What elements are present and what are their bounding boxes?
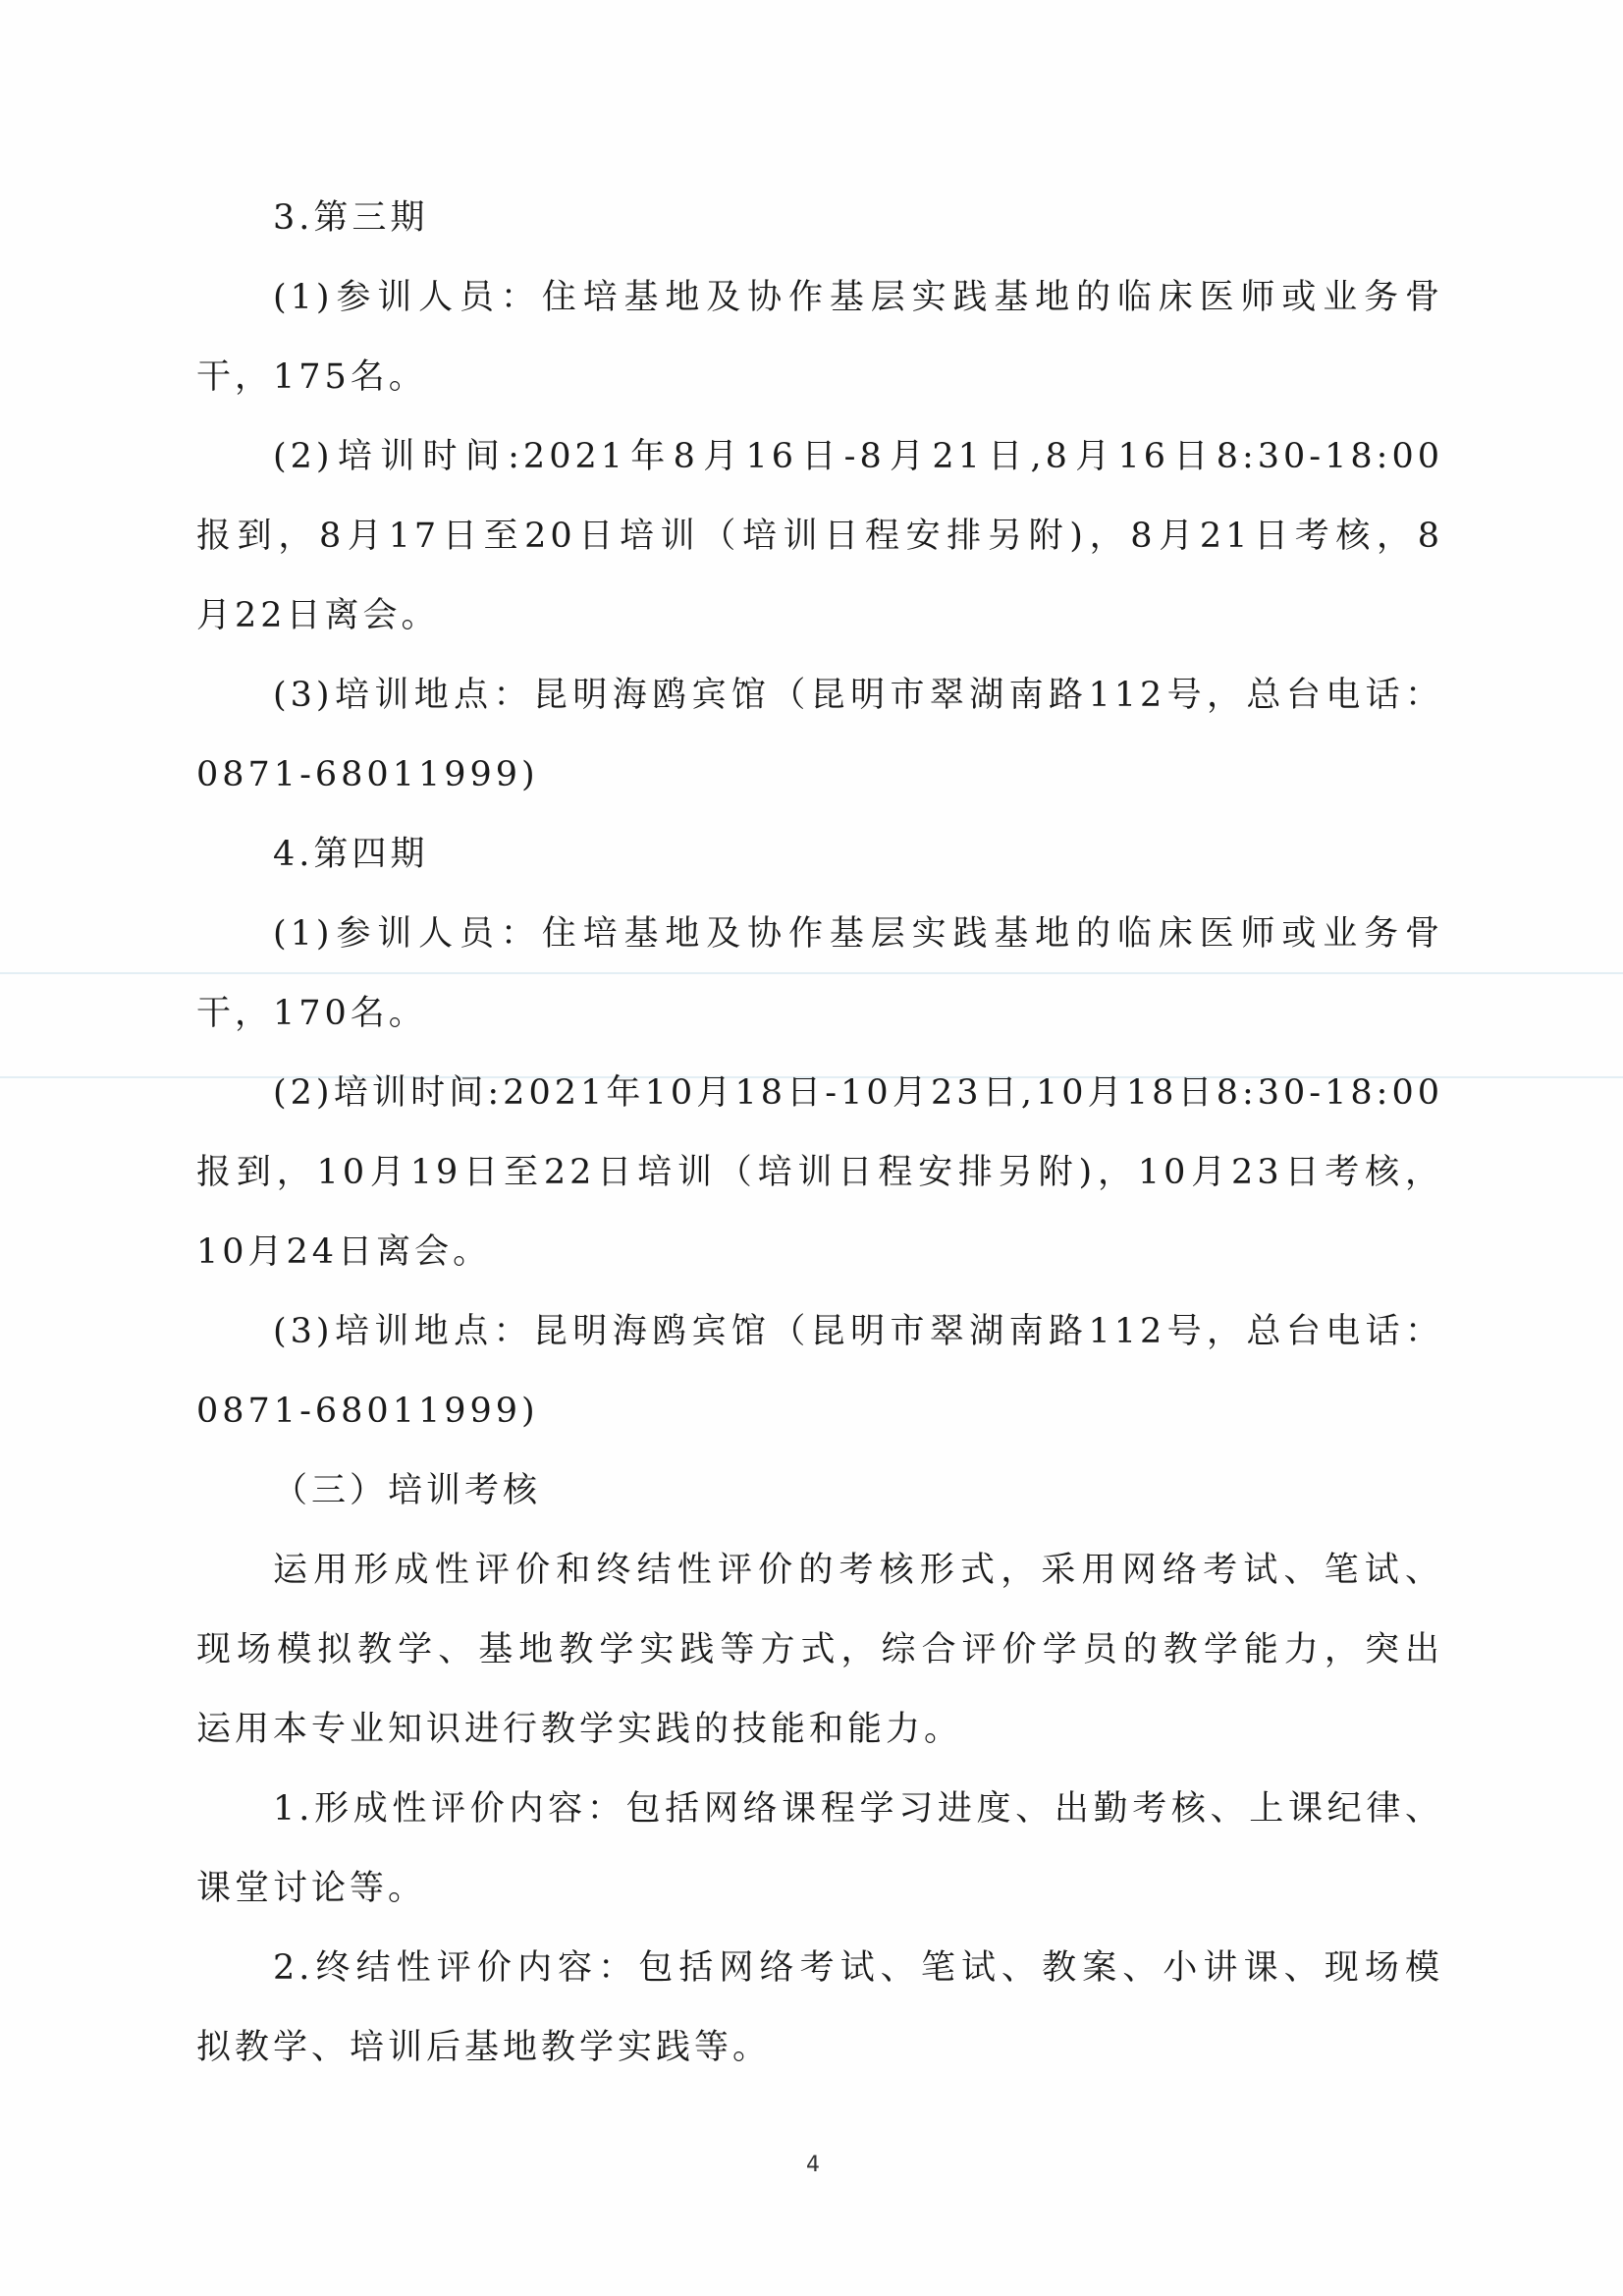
text-line: (1)参训人员：住培基地及协作基层实践基地的临床医师或业务骨 bbox=[273, 278, 1443, 317]
text-line: 4.第四期 bbox=[273, 835, 429, 874]
text-line: 运用形成性评价和终结性评价的考核形式，采用网络考试、笔试、 bbox=[273, 1551, 1443, 1590]
text-line: 课堂讨论等。 bbox=[196, 1869, 427, 1908]
text-line: 10月24日离会。 bbox=[196, 1232, 492, 1272]
text-line: (3)培训地点：昆明海鸥宾馆（昆明市翠湖南路112号，总台电话： bbox=[273, 1312, 1443, 1351]
text-line: 0871-68011999) bbox=[196, 1392, 539, 1431]
text-line: 报到，8月17日至20日培训（培训日程安排另附)，8月21日考核，8 bbox=[196, 517, 1443, 556]
text-line: 现场模拟教学、基地教学实践等方式，综合评价学员的教学能力，突出 bbox=[196, 1630, 1443, 1669]
text-line: 2.终结性评价内容：包括网络考试、笔试、教案、小讲课、现场模 bbox=[273, 1948, 1443, 1988]
text-line: 报到，10月19日至22日培训（培训日程安排另附)，10月23日考核， bbox=[196, 1153, 1443, 1192]
text-line: 月22日离会。 bbox=[196, 596, 440, 635]
text-line: 运用本专业知识进行教学实践的技能和能力。 bbox=[196, 1710, 963, 1749]
text-line: (2)培训时间:2021年8月16日-8月21日,8月16日8:30-18:00 bbox=[273, 437, 1443, 476]
scan-artifact-rule bbox=[0, 972, 1623, 974]
text-line: 1.形成性评价内容：包括网络课程学习进度、出勤考核、上课纪律、 bbox=[273, 1789, 1443, 1829]
text-line: 干，170名。 bbox=[196, 994, 427, 1033]
text-line: (3)培训地点：昆明海鸥宾馆（昆明市翠湖南路112号，总台电话： bbox=[273, 676, 1443, 715]
text-line: 0871-68011999) bbox=[196, 755, 539, 794]
text-line: (2)培训时间:2021年10月18日-10月23日,10月18日8:30-18:00 bbox=[273, 1073, 1443, 1113]
text-line: （三）培训考核 bbox=[273, 1471, 542, 1510]
text-line: 拟教学、培训后基地教学实践等。 bbox=[196, 2028, 772, 2067]
page-number: 4 bbox=[806, 2153, 820, 2177]
text-line: 3.第三期 bbox=[273, 198, 429, 238]
text-line: 干，175名。 bbox=[196, 357, 427, 397]
text-line: (1)参训人员：住培基地及协作基层实践基地的临床医师或业务骨 bbox=[273, 914, 1443, 954]
